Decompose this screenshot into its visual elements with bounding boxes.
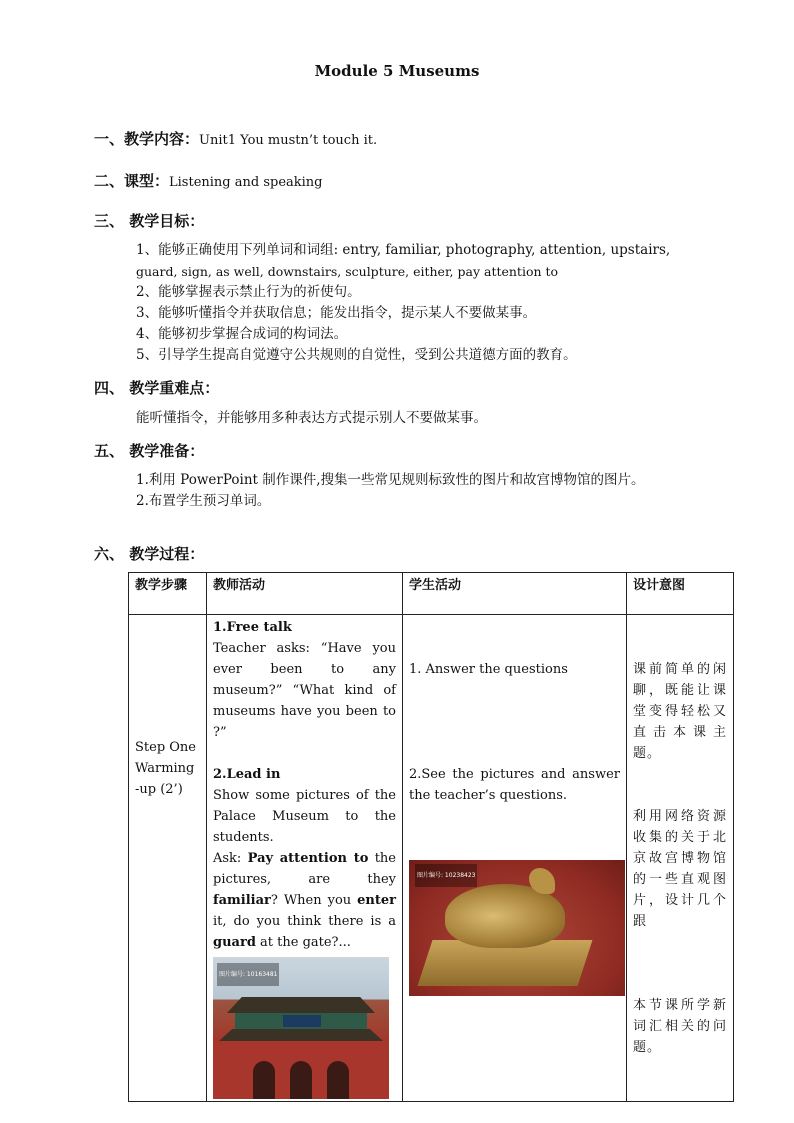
section-lesson-type-label: 二、课型： — [94, 172, 170, 190]
q-keyword-familiar: familiar — [213, 893, 271, 908]
section-goals-label: 三、 教学目标： — [94, 212, 205, 230]
student-activity-cell — [403, 615, 627, 1102]
document-title: Module 5 Museums — [314, 62, 480, 80]
design-intent-cell — [627, 615, 734, 1102]
key-points-text: 能听懂指令，并能够用多种表达方式提示别人不要做某事。 — [136, 410, 487, 426]
section-content-text: Unit1 You mustn’t touch it. — [199, 133, 378, 148]
section-goals-heading — [94, 210, 204, 231]
step-label: Step One Warming -up (2’) — [135, 740, 197, 797]
step-cell — [129, 615, 207, 1102]
preparation-1: 1.利用 PowerPoint 制作课件,搜集一些常见规则标致性的图片和故宫博物馆的图片。 — [136, 472, 645, 488]
header-step: 教学步骤 — [129, 573, 207, 615]
intent-2: 利用网络资源收集的关于北京故宫博物馆的一些直观图片，设计几个跟 — [633, 809, 727, 929]
goal-1-line-b: guard, sign, as well, downstairs, sculpture, either, pay attention to — [136, 264, 559, 279]
bronze-seal-photo — [409, 860, 625, 996]
header-intent: 设计意图 — [627, 573, 734, 615]
section-preparation-label: 五、 教学准备： — [94, 442, 205, 460]
table-row — [129, 615, 734, 1102]
header-teacher: 教师活动 — [207, 573, 403, 615]
free-talk-heading: 1.Free talk — [213, 620, 292, 635]
photo-watermark: 图片编号: 10163481 — [217, 963, 279, 986]
q-part: the pictures, are they — [213, 851, 396, 887]
section-process-label: 六、 教学过程： — [94, 545, 205, 563]
q-keyword-enter: enter — [357, 893, 396, 908]
lead-in-heading: 2.Lead in — [213, 767, 281, 782]
student-activity-2: 2.See the pictures and answer the teacher’s questions. — [409, 767, 620, 803]
q-keyword-guard: guard — [213, 935, 256, 950]
section-key-points-label: 四、 教学重难点： — [94, 379, 220, 397]
lead-in-questions — [213, 848, 396, 953]
section-lesson-type — [94, 170, 323, 191]
section-key-points-heading — [94, 377, 219, 398]
section-content — [94, 128, 377, 149]
teaching-process-table — [128, 572, 734, 1102]
section-content-label: 一、教学内容： — [94, 130, 200, 148]
q-keyword-pay-attention: Pay attention to — [247, 851, 369, 866]
section-process-heading — [94, 543, 204, 564]
q-part: it, do you think there is a — [213, 914, 396, 929]
header-student: 学生活动 — [403, 573, 627, 615]
free-talk-text: Teacher asks: “Have you ever been to any museum?” “What kind of museums have you been to ?” — [213, 641, 396, 740]
goal-2: 2、能够掌握表示禁止行为的祈使句。 — [136, 284, 361, 300]
palace-gate-photo — [213, 957, 389, 1099]
goal-1-line-a: 1、能够正确使用下列单词和词组: entry, familiar, photography, attention, upstairs, — [136, 242, 671, 258]
goal-4: 4、能够初步掌握合成词的构词法。 — [136, 326, 348, 342]
q-part: Ask: — [213, 851, 248, 866]
goal-5: 5、引导学生提高自觉遵守公共规则的自觉性，受到公共道德方面的教育。 — [136, 347, 577, 363]
goal-3: 3、能够听懂指令并获取信息；能发出指令，提示某人不要做某事。 — [136, 305, 537, 321]
section-lesson-type-text: Listening and speaking — [169, 175, 323, 190]
section-preparation-heading — [94, 440, 204, 461]
lead-in-text: Show some pictures of the Palace Museum to the students. — [213, 788, 396, 845]
student-activity-1: 1. Answer the questions — [409, 662, 568, 677]
q-part: at the gate?... — [255, 935, 351, 950]
teacher-activity-cell — [207, 615, 403, 1102]
intent-3: 本节课所学新词汇相关的问题。 — [633, 998, 727, 1055]
preparation-2: 2.布置学生预习单词。 — [136, 493, 271, 509]
table-header-row — [129, 573, 734, 615]
q-part: ? When you — [270, 893, 358, 908]
intent-1: 课前简单的闲聊，既能让课堂变得轻松又直击本课主题。 — [633, 662, 727, 761]
photo-watermark: 图片编号: 10238423 — [415, 864, 477, 887]
